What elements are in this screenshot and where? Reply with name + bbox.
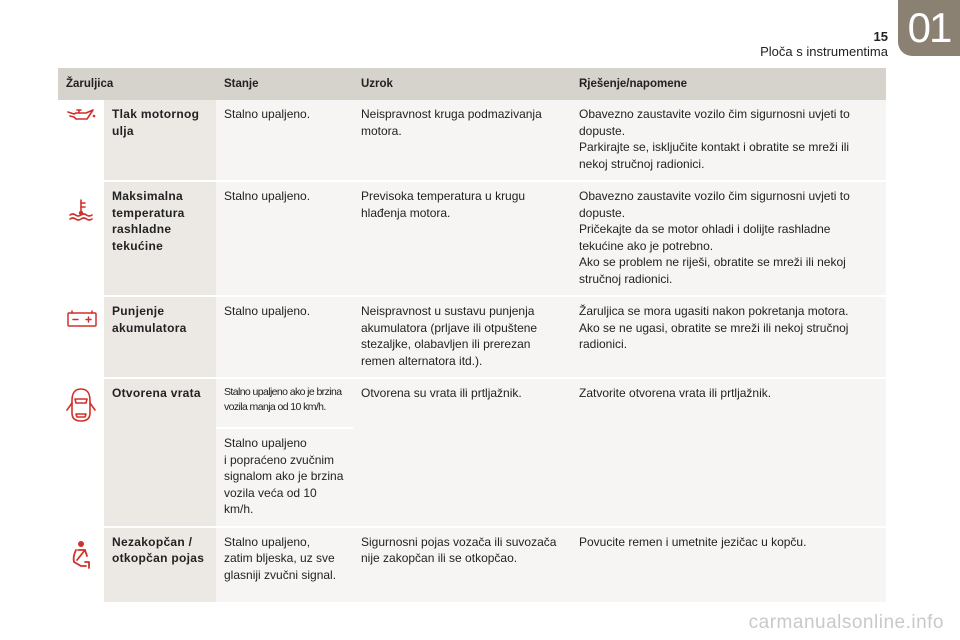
light-state: Stalno upaljeno ako je brzina vozila manja od 10 km/h. bbox=[216, 378, 353, 428]
page-header bbox=[760, 30, 888, 60]
chapter-tab bbox=[898, 0, 960, 56]
light-name: Tlak motornog ulja bbox=[104, 100, 216, 181]
table-row bbox=[58, 296, 886, 378]
light-solution: Obavezno zaustavite vozilo čim sigurnosni uvjeti to dopuste. Parkirajte se, isključite kontakt i obratite se mreži ili nekoj stručnoj radionici. bbox=[571, 100, 886, 181]
light-name: Punjenje akumulatora bbox=[104, 296, 216, 378]
light-cause: Neispravnost u sustavu punjenja akumulatora (prljave ili otpuštene stezaljke, olabavljen ili prerezan remen alternatora itd.). bbox=[353, 296, 571, 378]
light-state-secondary: Stalno upaljeno i popraćeno zvučnim signalom ako je brzina vozila veća od 10 km/h. bbox=[216, 428, 353, 527]
light-solution: Obavezno zaustavite vozilo čim sigurnosni uvjeti to dopuste. Pričekajte da se motor ohladi i dolijte rashladne tekućine ako je potrebno. Ako se problem ne riješi, obratite se mreži ili nekoj stručnoj radionici. bbox=[571, 181, 886, 296]
warning-lights-table bbox=[58, 68, 886, 604]
table-row bbox=[58, 378, 886, 428]
icon-cell bbox=[58, 378, 104, 527]
light-solution: Žaruljica se mora ugasiti nakon pokretanja motora. Ako se ne ugasi, obratite se mreži ili nekoj stručnoj radionici. bbox=[571, 296, 886, 378]
oil-pressure-icon bbox=[66, 106, 96, 124]
light-state: Stalno upaljeno. bbox=[216, 100, 353, 181]
battery-icon bbox=[66, 309, 96, 327]
icon-cell bbox=[58, 100, 104, 181]
light-state: Stalno upaljeno. bbox=[216, 296, 353, 378]
door-open-icon bbox=[66, 387, 96, 423]
light-cause: Sigurnosni pojas vozača ili suvozača nije zakopčan ili se otkopčao. bbox=[353, 527, 571, 603]
light-state: Stalno upaljeno, zatim bljeska, uz sve glasniji zvučni signal. bbox=[216, 527, 353, 603]
column-header-state: Stanje bbox=[216, 68, 353, 100]
table-row bbox=[58, 527, 886, 603]
chapter-number: 01 bbox=[907, 4, 951, 51]
light-cause: Previsoka temperatura u krugu hlađenja motora. bbox=[353, 181, 571, 296]
coolant-temperature-icon bbox=[66, 198, 96, 222]
light-cause: Neispravnost kruga podmazivanja motora. bbox=[353, 100, 571, 181]
icon-cell bbox=[58, 527, 104, 603]
column-header-light: Žaruljica bbox=[58, 68, 216, 100]
light-solution: Zatvorite otvorena vrata ili prtljažnik. bbox=[571, 378, 886, 527]
seatbelt-icon bbox=[66, 540, 96, 570]
icon-cell bbox=[58, 181, 104, 296]
column-header-cause: Uzrok bbox=[353, 68, 571, 100]
light-cause: Otvorena su vrata ili prtljažnik. bbox=[353, 378, 571, 527]
light-name: Maksimalna temperatura rashladne tekućine bbox=[104, 181, 216, 296]
light-name: Nezakopčan / otkopčan pojas bbox=[104, 527, 216, 603]
light-name: Otvorena vrata bbox=[104, 378, 216, 527]
page-number: 15 bbox=[873, 29, 888, 44]
watermark: carmanualsonline.info bbox=[748, 612, 944, 633]
section-title: Ploča s instrumentima bbox=[760, 44, 888, 59]
light-solution: Povucite remen i umetnite jezičac u kopču. bbox=[571, 527, 886, 603]
table-header-row bbox=[58, 68, 886, 100]
light-state: Stalno upaljeno. bbox=[216, 181, 353, 296]
column-header-solution: Rješenje/napomene bbox=[571, 68, 886, 100]
table-row bbox=[58, 181, 886, 296]
table-row bbox=[58, 100, 886, 181]
icon-cell bbox=[58, 296, 104, 378]
